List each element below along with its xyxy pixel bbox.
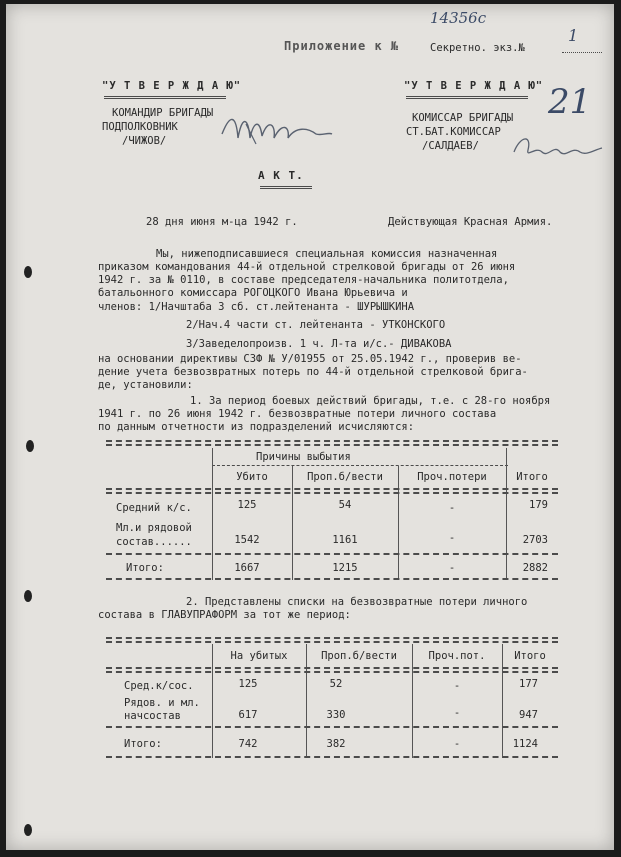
approve-left-rule — [104, 96, 226, 99]
table-cell: 54 — [338, 499, 352, 511]
row-label: Средний к/с. — [116, 502, 192, 514]
column-header: Проп.б/вести — [307, 471, 383, 483]
group-header: Причины выбытия — [256, 451, 351, 463]
table-rule — [106, 488, 558, 490]
table-cell: 177 — [519, 678, 538, 690]
total-cell: - — [448, 562, 456, 574]
member-line: 2/Нач.4 части ст. лейтенанта - УТКОНСКОГО — [186, 319, 446, 331]
table-cell: 617 — [238, 709, 258, 721]
table-cell: - — [453, 707, 461, 719]
date-line: 28 дня июня м-ца 1942 г. — [146, 216, 298, 228]
row-label: состав...... — [116, 536, 192, 548]
column-header: Проп.б/вести — [321, 650, 397, 662]
binding-hole-icon — [24, 590, 32, 602]
appendix-label: Приложение к № — [284, 39, 400, 53]
table-cell: 330 — [326, 709, 346, 721]
table-cell: 179 — [529, 499, 548, 511]
point1-line: 1. За период боевых действий бригады, т.е. с 28-го ноября — [190, 395, 551, 407]
secrecy-label: Секретно. экз.№ — [430, 42, 525, 54]
column-header: Убито — [236, 471, 268, 483]
table-cell: - — [448, 532, 456, 544]
table-cell: - — [448, 502, 456, 514]
page-number: 21 — [548, 82, 592, 122]
table-cell: 125 — [237, 499, 257, 511]
binding-hole-icon — [24, 266, 32, 278]
total-cell: 1124 — [512, 738, 538, 750]
column-header: На убитых — [230, 650, 288, 662]
column-header: Итого — [514, 650, 546, 662]
commander-signature — [216, 104, 336, 154]
row-label: Мл.и рядовой — [116, 522, 192, 534]
total-label: Итого: — [124, 738, 162, 750]
point1-line: по данным отчетности из подразделений исчисляются: — [98, 421, 415, 433]
copy-number: 1 — [568, 26, 579, 45]
table-rule — [106, 641, 558, 643]
member-line: 3/Заведелопроизв. 1 ч. Л-та и/с.- ДИВАКОВА — [186, 338, 452, 350]
intro-line: батальонного комиссара РОГОЦКОГО Ивана Юрьевича и — [98, 287, 408, 299]
member-line: членов: 1/Начштаба 3 сб. ст.лейтенанта - ШУРЫШКИНА — [98, 301, 415, 313]
directive-line: на основании директивы СЗФ № У/01955 от 25.05.1942 г., проверив ве- — [98, 353, 522, 365]
table-rule — [106, 756, 558, 758]
table-cell: 1542 — [234, 534, 260, 546]
table-rule — [106, 667, 558, 669]
table-cell: 125 — [238, 678, 258, 690]
approve-left-stamp: "У Т В Е Р Ж Д А Ю" — [102, 80, 242, 92]
approve-left-line1: КОМАНДИР БРИГАДЫ — [112, 107, 214, 119]
table-cell: 947 — [519, 709, 538, 721]
approve-left-line3: /ЧИЖОВ/ — [122, 135, 167, 147]
table-rule — [106, 637, 558, 639]
intro-line: 1942 г. за № 0110, в составе председателя-начальника политотдела, — [98, 274, 509, 286]
point2-line: состава в ГЛАВУПРАФОРМ за тот же период: — [98, 609, 351, 621]
table-cell: 1161 — [332, 534, 358, 546]
document-page — [6, 4, 614, 850]
directive-line: дение учета безвозвратных потерь по 44-й отдельной стрелковой брига- — [98, 366, 528, 378]
approve-right-stamp: "У Т В Е Р Ж Д А Ю" — [404, 80, 544, 92]
column-divider — [212, 448, 213, 580]
total-cell: - — [453, 738, 461, 750]
intro-line: приказом командования 44-й отдельной стрелковой бригады от 26 июня — [98, 261, 516, 273]
row-label: начсостав — [124, 710, 181, 722]
table-rule — [106, 726, 558, 728]
total-label: Итого: — [126, 562, 164, 574]
place-line: Действующая Красная Армия. — [388, 216, 553, 228]
row-label: Рядов. и мл. — [124, 697, 200, 709]
table-rule — [106, 578, 558, 580]
approve-right-line3: /САЛДАЕВ/ — [422, 140, 479, 152]
total-cell: 742 — [238, 738, 258, 750]
total-cell: 2882 — [522, 562, 548, 574]
title-underline — [260, 186, 312, 189]
binding-hole-icon — [24, 824, 32, 836]
document-title: А К Т. — [258, 169, 304, 182]
archive-number: 14356с — [430, 9, 487, 27]
table-rule — [106, 553, 558, 555]
table-rule — [212, 465, 508, 466]
column-divider — [506, 448, 507, 580]
approve-right-rule — [406, 96, 528, 99]
point2-line: 2. Представлены списки на безвозвратные потери личного — [186, 596, 528, 608]
table-cell: - — [453, 680, 461, 692]
binding-hole-icon — [26, 440, 34, 452]
column-header: Проч.потери — [417, 471, 487, 483]
approve-left-line2: ПОДПОЛКОВНИК — [102, 121, 178, 133]
table-cell: 2703 — [522, 534, 548, 546]
point1-line: 1941 г. по 26 июня 1942 г. безвозвратные потери личного состава — [98, 408, 497, 420]
table-rule — [106, 671, 558, 673]
directive-line: де, установили: — [98, 379, 193, 391]
commissar-signature — [510, 128, 606, 168]
column-header: Проч.пот. — [428, 650, 486, 662]
approve-right-line2: СТ.БАТ.КОМИССАР — [406, 126, 501, 138]
copy-number-dots — [562, 52, 602, 53]
table-rule — [106, 492, 558, 494]
table-cell: 52 — [329, 678, 343, 690]
total-cell: 382 — [326, 738, 346, 750]
total-cell: 1667 — [234, 562, 260, 574]
table-rule — [106, 440, 558, 442]
intro-line: Мы, нижеподписавшиеся специальная комиссия назначенная — [156, 248, 498, 260]
total-cell: 1215 — [332, 562, 358, 574]
row-label: Сред.к/сос. — [124, 680, 194, 692]
column-header: Итого — [516, 471, 548, 483]
approve-right-line1: КОМИССАР БРИГАДЫ — [412, 112, 514, 124]
table-rule — [106, 444, 558, 446]
